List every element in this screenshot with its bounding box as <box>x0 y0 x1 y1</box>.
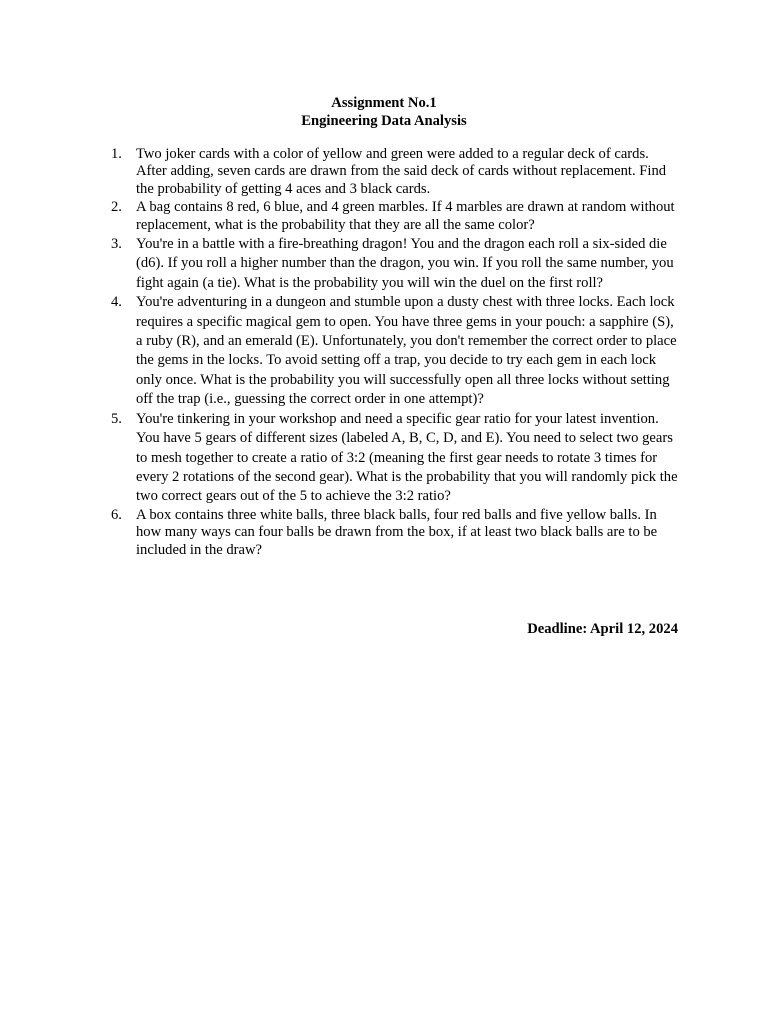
question-text: Two joker cards with a color of yellow and green were added to a regular deck of cards. After adding, seven cards are drawn from the said deck of cards without replacement. Find the probability of getting 4 aces and 3 black cards. <box>136 146 667 197</box>
question-item-3 <box>108 235 680 293</box>
question-number: 3. <box>111 236 122 253</box>
question-item-5 <box>108 410 680 507</box>
question-item-2 <box>108 199 680 234</box>
question-text: You're adventuring in a dungeon and stumble upon a dusty chest with three locks. Each lock requires a specific magical gem to open. You have three gems in your pouch: a sapphire (S), a ruby (R), and an emerald (E). Unfortunately, you don't remember the correct order to place the gems in the locks. To avoid setting off a trap, you decide to try each gem in each lock only once. What is the probability you will successfully open all three locks without setting off the trap (i.e., guessing the correct order in one attempt)? <box>136 294 677 408</box>
question-text: You're tinkering in your workshop and need a specific gear ratio for your latest invention. You have 5 gears of different sizes (labeled A, B, C, D, and E). You need to select two gears to mesh together to create a ratio of 3:2 (meaning the first gear needs to rotate 3 times for every 2 rotations of the second gear). What is the probability that you will randomly pick the two correct gears out of the 5 to achieve the 3:2 ratio? <box>136 410 678 505</box>
question-number: 1. <box>111 146 122 162</box>
document-subtitle: Engineering Data Analysis <box>301 113 467 129</box>
title-block <box>0 94 768 130</box>
question-number: 6. <box>111 506 122 523</box>
question-item-1 <box>108 146 680 198</box>
question-text: A bag contains 8 red, 6 blue, and 4 green marbles. If 4 marbles are drawn at random without replacement, what is the probability that they are all the same color? <box>136 199 675 233</box>
document-title: Assignment No.1 <box>331 95 437 111</box>
question-text: A box contains three white balls, three black balls, four red balls and five yellow balls. In how many ways can four balls be drawn from the box, if at least two black balls are to be included in the draw? <box>136 506 658 558</box>
question-number: 2. <box>111 199 122 216</box>
question-list <box>108 146 680 560</box>
question-text: You're in a battle with a fire-breathing dragon! You and the dragon each roll a six-sided die (d6). If you roll a higher number than the dragon, you win. If you roll the same number, you fight again (a tie). What is the probability you will win the duel on the first roll? <box>136 236 674 291</box>
question-item-4 <box>108 293 680 409</box>
deadline-text: Deadline: April 12, 2024 <box>527 621 678 637</box>
question-number: 5. <box>111 410 122 427</box>
question-number: 4. <box>111 294 122 311</box>
question-item-6 <box>108 507 680 559</box>
